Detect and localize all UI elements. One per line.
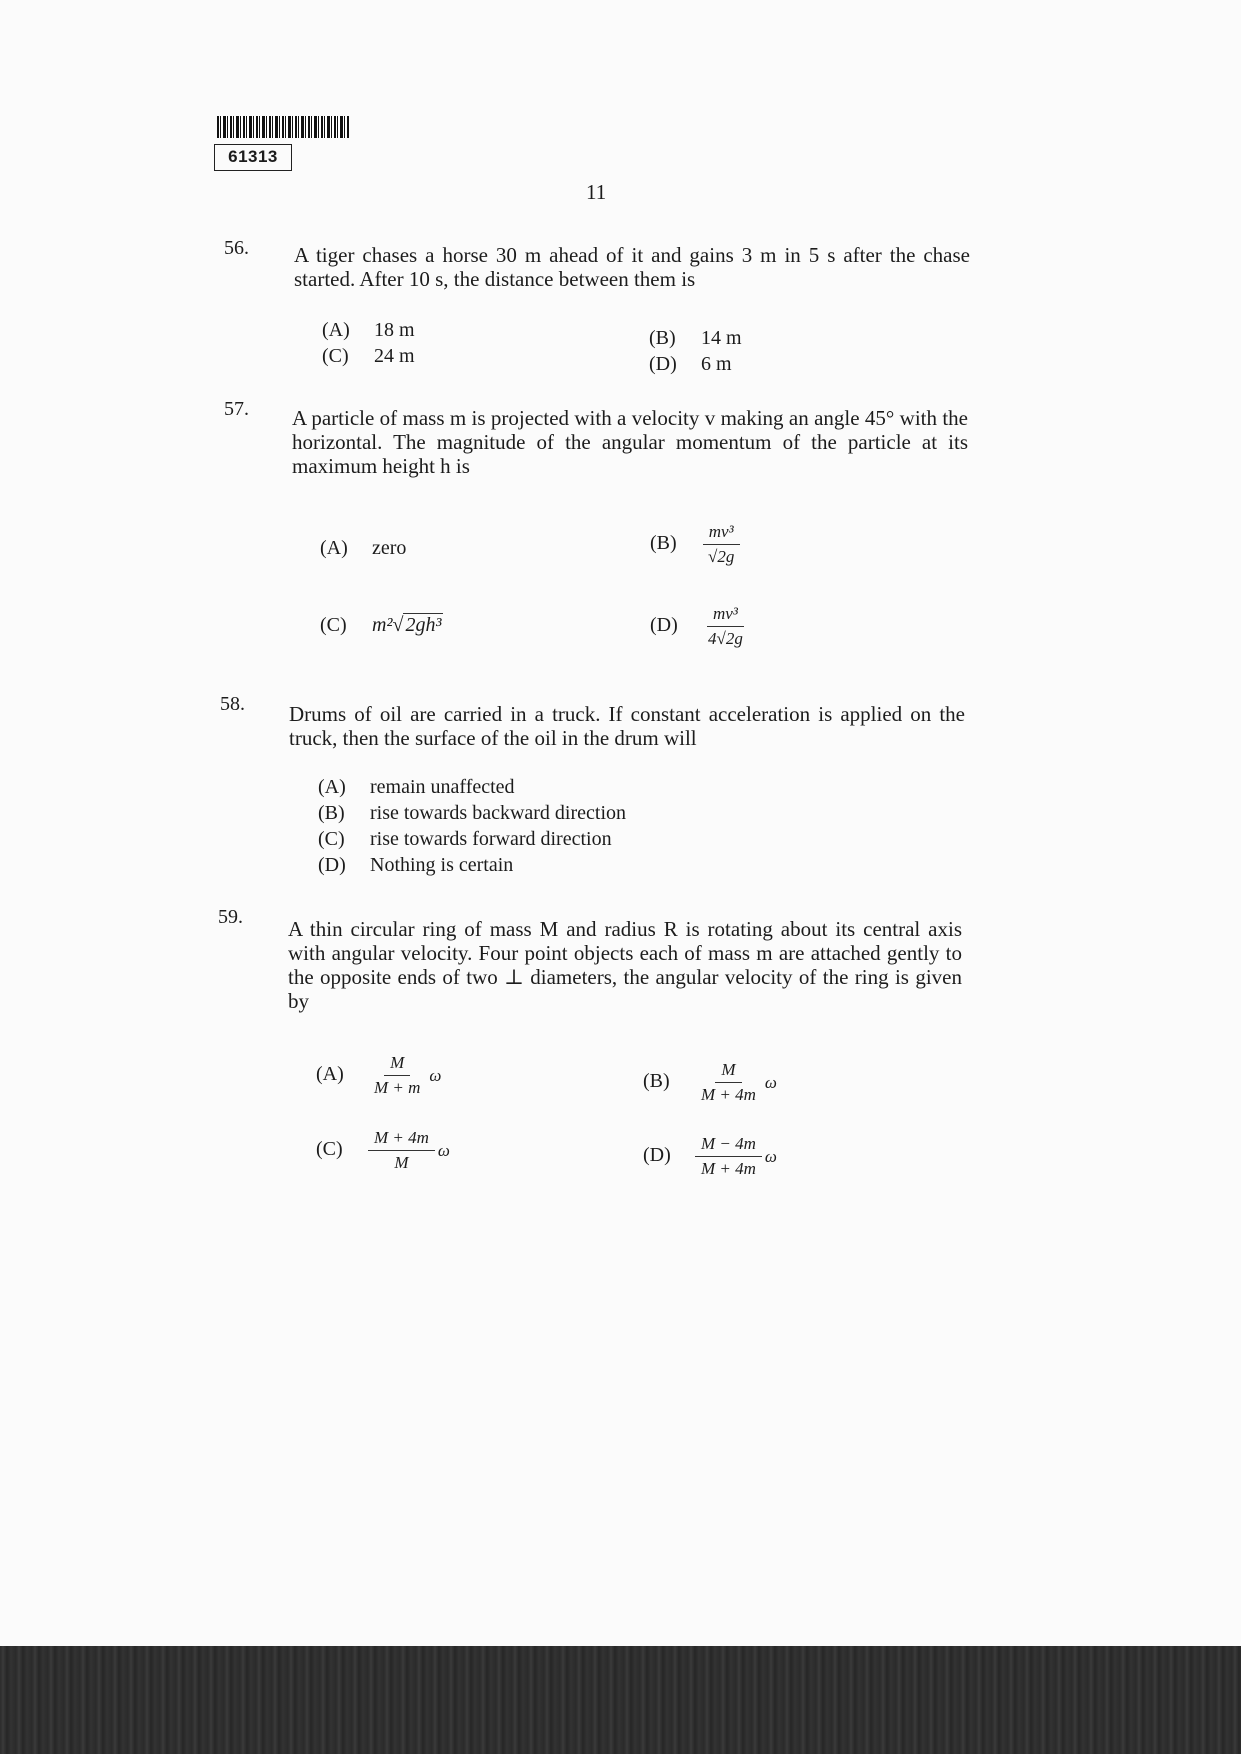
paper-code: 61313 bbox=[214, 144, 292, 171]
denominator: √2g bbox=[708, 547, 735, 566]
option-c bbox=[320, 614, 443, 637]
denominator: 4√2g bbox=[708, 629, 743, 648]
question-number: 57. bbox=[224, 398, 249, 420]
option-label: (D) bbox=[318, 854, 346, 876]
option-b bbox=[643, 1060, 777, 1105]
question-text: A particle of mass m is projected with a velocity v making an angle 45° with the horizontal. The magnitude of the angular momentum of the particle at its maximum height h is bbox=[292, 406, 968, 478]
option-a bbox=[318, 776, 515, 799]
option-label: (C) bbox=[316, 1138, 343, 1161]
barcode bbox=[217, 116, 349, 138]
option-label: (D) bbox=[643, 1144, 671, 1167]
question-number: 58. bbox=[220, 693, 245, 715]
option-label: (A) bbox=[322, 319, 350, 341]
denominator: M + 4m bbox=[701, 1159, 756, 1178]
numerator: M bbox=[715, 1060, 741, 1083]
option-value: rise towards forward direction bbox=[370, 828, 612, 850]
option-label: (B) bbox=[318, 802, 345, 824]
option-value: 14 m bbox=[701, 327, 742, 349]
radicand: 2gh³ bbox=[405, 614, 442, 636]
option-value: Nothing is certain bbox=[370, 854, 514, 876]
option-d bbox=[649, 353, 732, 376]
numerator: M − 4m bbox=[695, 1134, 762, 1157]
numerator: mv³ bbox=[703, 522, 740, 545]
scanner-edge bbox=[0, 1646, 1241, 1754]
option-value: 18 m bbox=[374, 319, 415, 341]
option-b bbox=[649, 327, 742, 350]
option-value: remain unaffected bbox=[370, 776, 515, 798]
option-value: zero bbox=[372, 537, 407, 559]
fraction bbox=[695, 1060, 762, 1105]
question-number: 59. bbox=[218, 906, 243, 928]
option-label: (A) bbox=[316, 1063, 344, 1086]
option-d bbox=[650, 604, 749, 649]
option-d bbox=[318, 854, 513, 877]
fraction bbox=[695, 1134, 762, 1179]
numerator: M bbox=[384, 1053, 410, 1076]
question-text: Drums of oil are carried in a truck. If constant acceleration is applied on the truck, then the surface of the oil in the drum will bbox=[289, 702, 965, 750]
denominator: M + 4m bbox=[701, 1085, 756, 1104]
option-a bbox=[316, 1053, 441, 1098]
option-label: (C) bbox=[322, 345, 349, 367]
denominator: M bbox=[394, 1153, 409, 1172]
option-label: (B) bbox=[649, 327, 676, 349]
question-text: A tiger chases a horse 30 m ahead of it and gains 3 m in 5 s after the chase started. After 10 s, the distance between them is bbox=[294, 243, 970, 291]
option-c bbox=[318, 828, 612, 851]
option-value: m² bbox=[372, 614, 393, 636]
omega-symbol: ω bbox=[437, 1140, 450, 1160]
omega-symbol: ω bbox=[764, 1072, 777, 1092]
option-label: (B) bbox=[643, 1070, 670, 1093]
option-label: (B) bbox=[650, 532, 677, 555]
option-value: 6 m bbox=[701, 353, 732, 375]
option-label: (C) bbox=[320, 614, 347, 636]
option-d bbox=[643, 1134, 777, 1179]
option-label: (D) bbox=[649, 353, 677, 375]
omega-symbol: ω bbox=[429, 1065, 442, 1085]
option-value: 24 m bbox=[374, 345, 415, 367]
option-b bbox=[650, 522, 740, 567]
omega-symbol: ω bbox=[764, 1146, 777, 1166]
fraction bbox=[368, 1053, 426, 1098]
option-value: rise towards backward direction bbox=[370, 802, 627, 824]
option-label: (D) bbox=[650, 614, 678, 637]
fraction bbox=[702, 604, 749, 649]
option-a bbox=[322, 319, 415, 342]
fraction bbox=[702, 522, 740, 567]
option-b bbox=[318, 802, 626, 825]
question-text: A thin circular ring of mass M and radius R is rotating about its central axis with angular velocity. Four point objects each of mass m are attached gently to the opposite ends of two ⊥ diameters, the angular velocity of the ring is given by bbox=[288, 917, 962, 1013]
question-number: 56. bbox=[224, 237, 249, 259]
fraction bbox=[368, 1128, 435, 1173]
page-number: 11 bbox=[586, 180, 607, 204]
numerator: M + 4m bbox=[368, 1128, 435, 1151]
option-label: (C) bbox=[318, 828, 345, 850]
radical-icon: √ bbox=[392, 614, 404, 636]
option-label: (A) bbox=[320, 537, 348, 559]
option-c bbox=[322, 345, 415, 368]
option-label: (A) bbox=[318, 776, 346, 798]
option-c bbox=[316, 1128, 450, 1173]
numerator: mv³ bbox=[707, 604, 744, 627]
option-a bbox=[320, 537, 406, 560]
denominator: M + m bbox=[374, 1078, 421, 1097]
